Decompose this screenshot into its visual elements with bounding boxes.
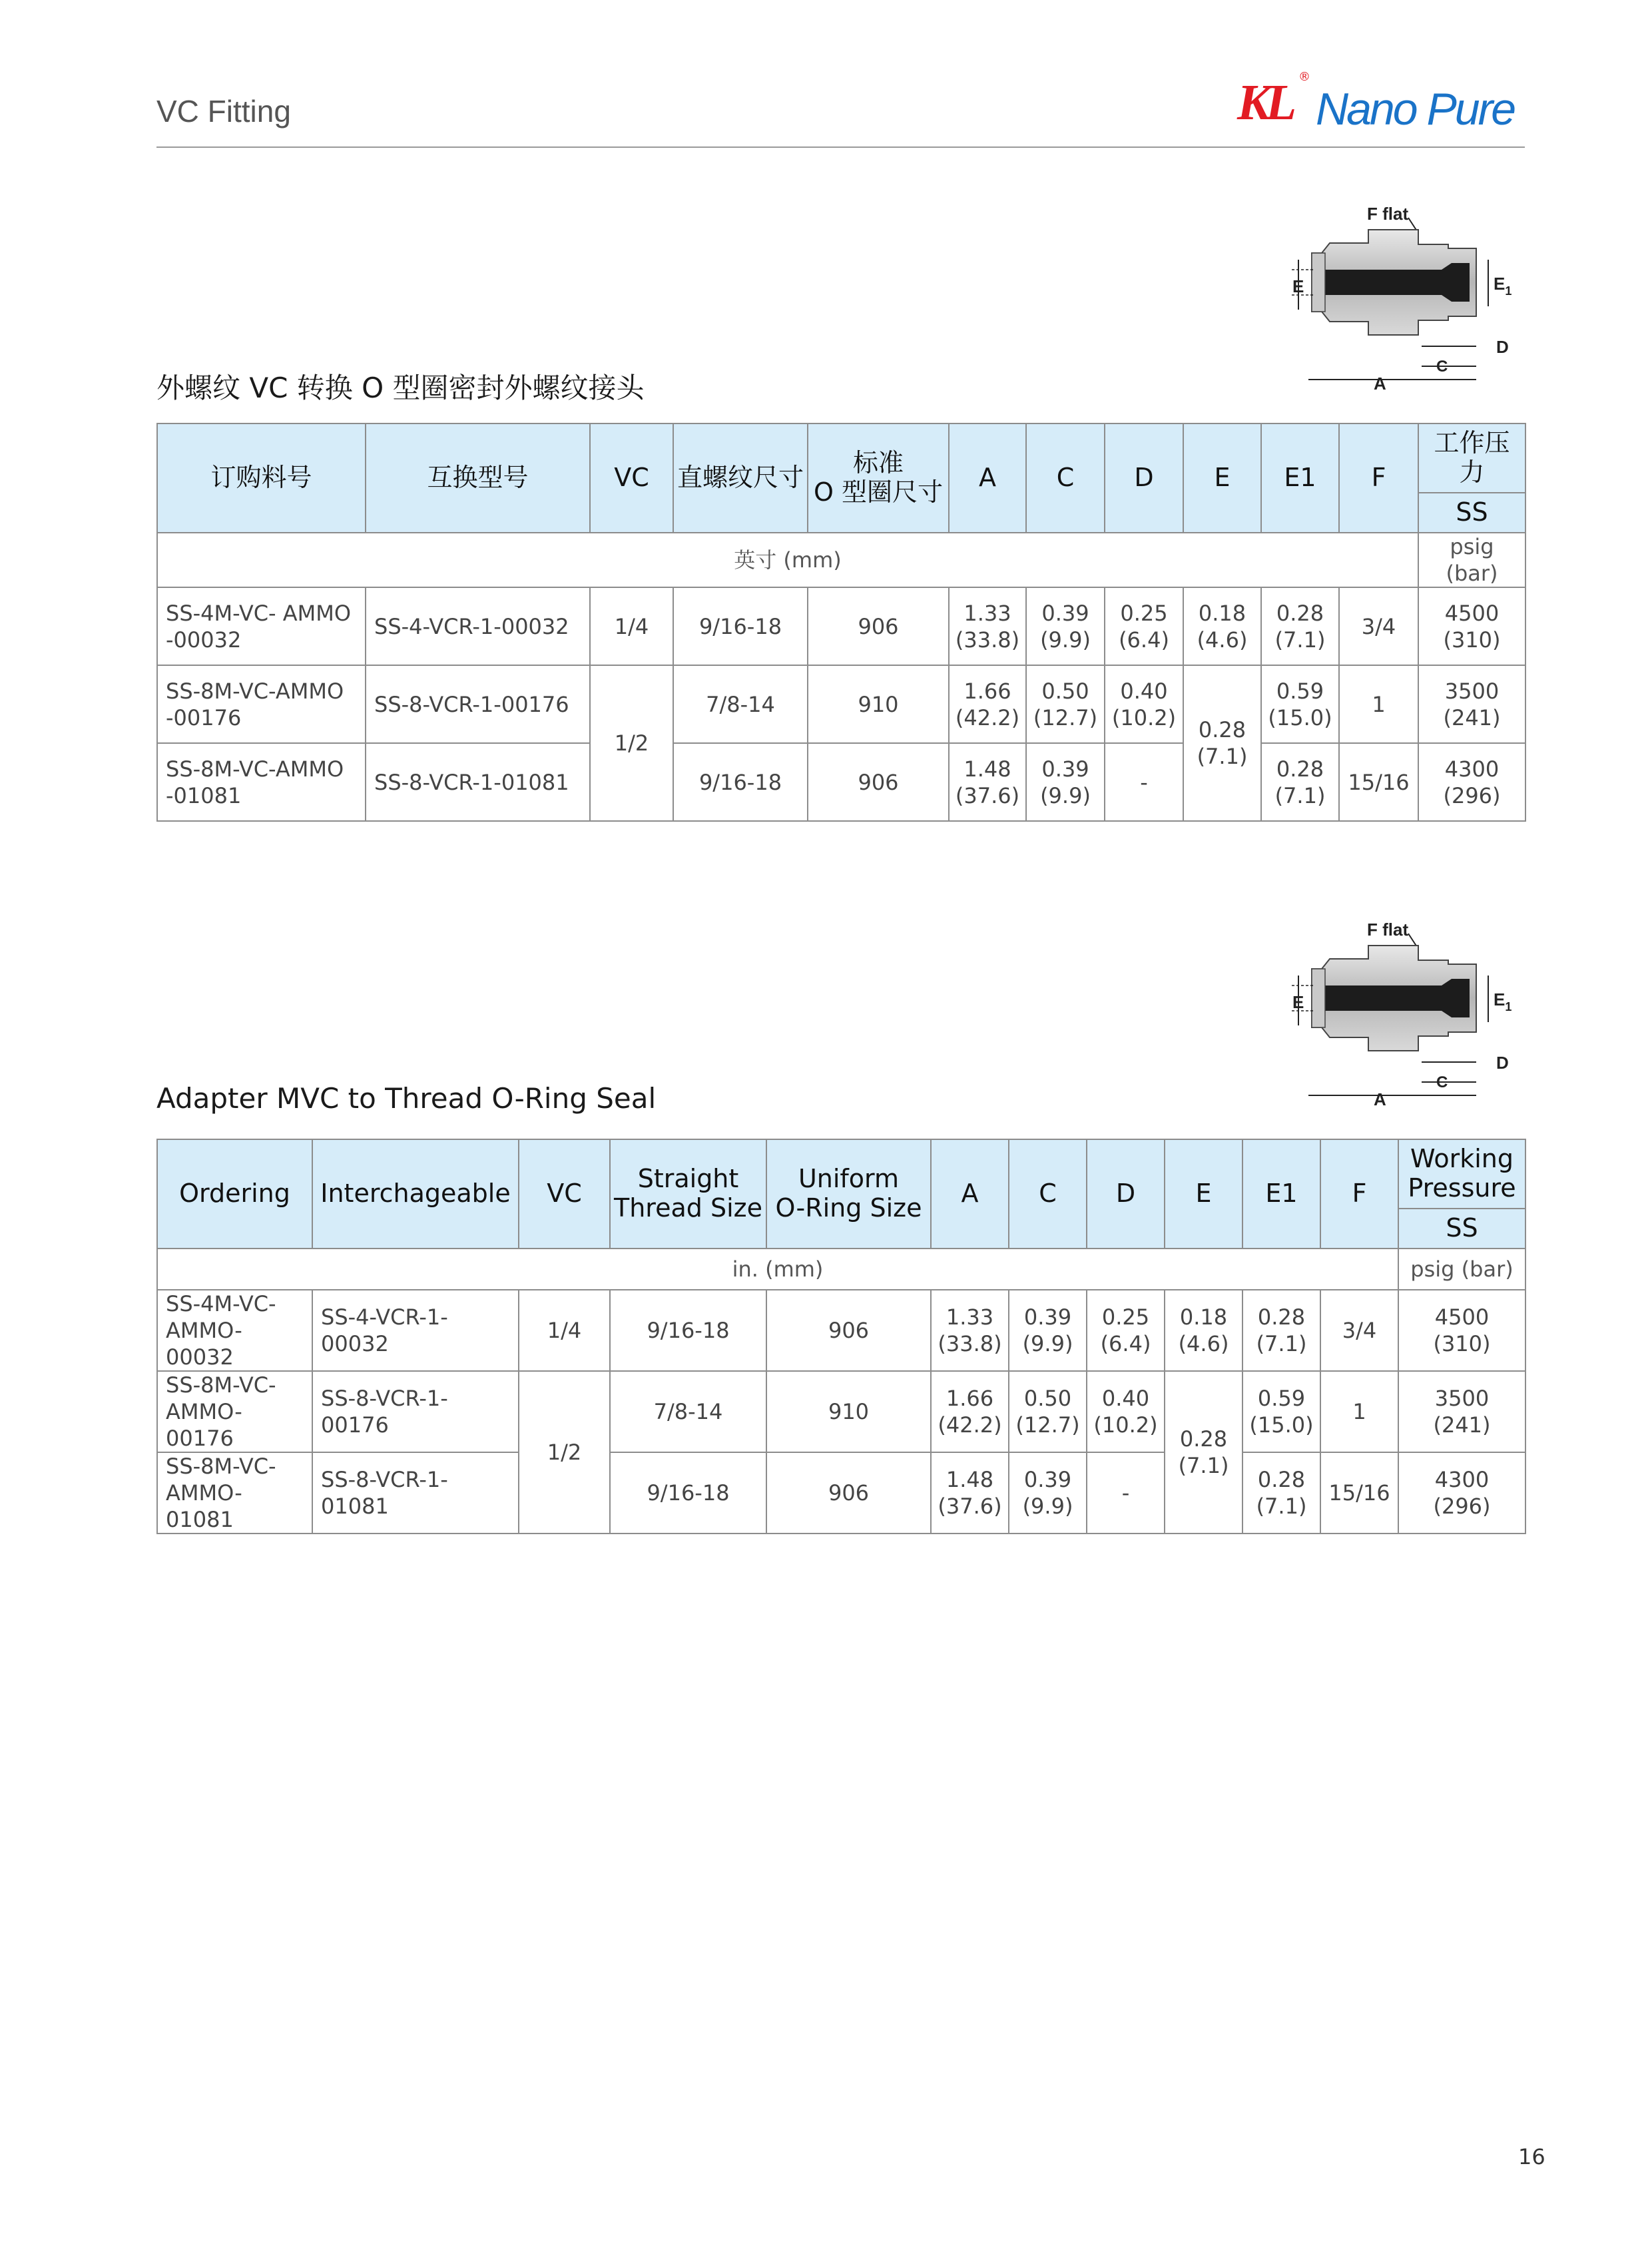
e1-label: $E_1$ xyxy=(1494,274,1512,298)
cell-e: 0.28 (7.1) xyxy=(1183,665,1261,821)
table-row xyxy=(157,1290,1525,1371)
cell-oring: 906 xyxy=(766,1290,931,1371)
cell-interchangeable: SS-8-VCR-1-00176 xyxy=(366,665,590,743)
cell-d: 0.40 (10.2) xyxy=(1087,1371,1165,1452)
cell-vc: 1/2 xyxy=(519,1371,610,1534)
cell-pressure: 4500 (310) xyxy=(1398,1290,1525,1371)
cell-c: 0.39 (9.9) xyxy=(1009,1290,1087,1371)
col-e: E xyxy=(1165,1139,1242,1249)
logo-registered: ® xyxy=(1298,70,1310,84)
cell-e1: 0.28 (7.1) xyxy=(1242,1452,1320,1534)
col-ordering: 订购料号 xyxy=(157,423,366,533)
fitting-diagram-cn xyxy=(1288,203,1518,396)
col-a: A xyxy=(931,1139,1009,1249)
units-pressure: psig (bar) xyxy=(1398,1249,1525,1290)
col-d: D xyxy=(1105,423,1183,533)
cell-a: 1.33 (33.8) xyxy=(949,587,1026,665)
table-row xyxy=(157,587,1525,665)
page-number: 16 xyxy=(1518,2144,1545,2169)
col-e1: E1 xyxy=(1242,1139,1320,1249)
logo-mark: KL xyxy=(1237,75,1292,131)
cell-pressure: 4300 (296) xyxy=(1418,743,1525,821)
cell-thread: 9/16-18 xyxy=(610,1290,766,1371)
cell-interchangeable: SS-8-VCR-1-01081 xyxy=(366,743,590,821)
col-e: E xyxy=(1183,423,1261,533)
cell-vc: 1/4 xyxy=(519,1290,610,1371)
table-row xyxy=(157,743,1525,821)
cell-interchangeable: SS-8-VCR-1-00176 xyxy=(312,1371,519,1452)
e-label: E xyxy=(1292,992,1304,1012)
cell-pressure: 3500 (241) xyxy=(1418,665,1525,743)
col-ss: SS xyxy=(1418,493,1525,533)
f-flat-label: F flat xyxy=(1367,920,1409,940)
c-label: C xyxy=(1436,1073,1448,1091)
e-label: E xyxy=(1292,276,1304,296)
units-dim: 英寸 (mm) xyxy=(157,533,1418,587)
cell-f: 1 xyxy=(1339,665,1418,743)
col-e1: E1 xyxy=(1261,423,1339,533)
cell-e1: 0.28 (7.1) xyxy=(1242,1290,1320,1371)
a-label: A xyxy=(1374,374,1386,394)
cell-ordering: SS-8M-VC-AMMO -01081 xyxy=(157,743,366,821)
cell-f: 3/4 xyxy=(1320,1290,1398,1371)
col-pressure: Working Pressure xyxy=(1398,1139,1525,1209)
cell-oring: 906 xyxy=(808,587,949,665)
cell-vc: 1/2 xyxy=(590,665,673,821)
f-flat-label: F flat xyxy=(1367,204,1409,224)
cell-f: 1 xyxy=(1320,1371,1398,1452)
cell-pressure: 4500 (310) xyxy=(1418,587,1525,665)
cell-a: 1.66 (42.2) xyxy=(931,1371,1009,1452)
cell-f: 3/4 xyxy=(1339,587,1418,665)
cell-a: 1.33 (33.8) xyxy=(931,1290,1009,1371)
col-interchangeable: Interchageable xyxy=(312,1139,519,1249)
units-pressure: psig (bar) xyxy=(1418,533,1525,587)
cell-c: 0.39 (9.9) xyxy=(1009,1452,1087,1534)
cell-d: 0.25 (6.4) xyxy=(1087,1290,1165,1371)
cell-ordering: SS-8M-VC- AMMO-01081 xyxy=(157,1452,312,1534)
cell-thread: 9/16-18 xyxy=(673,587,808,665)
col-ss: SS xyxy=(1398,1209,1525,1249)
cell-interchangeable: SS-4-VCR-1-00032 xyxy=(312,1290,519,1371)
col-a: A xyxy=(949,423,1026,533)
cell-c: 0.39 (9.9) xyxy=(1026,587,1105,665)
col-c: C xyxy=(1026,423,1105,533)
col-pressure: 工作压力 xyxy=(1418,423,1525,493)
cell-thread: 7/8-14 xyxy=(610,1371,766,1452)
col-vc: VC xyxy=(590,423,673,533)
c-label: C xyxy=(1436,358,1448,376)
e1-label: $E_1$ xyxy=(1494,989,1512,1013)
col-vc: VC xyxy=(519,1139,610,1249)
cell-ordering: SS-8M-VC- AMMO-00176 xyxy=(157,1371,312,1452)
col-d: D xyxy=(1087,1139,1165,1249)
col-ordering: Ordering xyxy=(157,1139,312,1249)
cell-f: 15/16 xyxy=(1320,1452,1398,1534)
header-divider xyxy=(156,146,1525,148)
cell-thread: 9/16-18 xyxy=(610,1452,766,1534)
spec-table-en xyxy=(156,1139,1526,1534)
cell-ordering: SS-8M-VC-AMMO -00176 xyxy=(157,665,366,743)
cell-ordering: SS-4M-VC- AMMO -00032 xyxy=(157,587,366,665)
cell-c: 0.50 (12.7) xyxy=(1026,665,1105,743)
cell-a: 1.48 (37.6) xyxy=(931,1452,1009,1534)
units-dim: in. (mm) xyxy=(157,1249,1398,1290)
col-oring: 标准 O 型圈尺寸 xyxy=(808,423,949,533)
cell-d: 0.25 (6.4) xyxy=(1105,587,1183,665)
cell-oring: 910 xyxy=(766,1371,931,1452)
cell-interchangeable: SS-4-VCR-1-00032 xyxy=(366,587,590,665)
col-interchangeable: 互换型号 xyxy=(366,423,590,533)
a-label: A xyxy=(1374,1089,1386,1109)
logo-name: Nano Pure xyxy=(1316,84,1515,135)
cell-c: 0.39 (9.9) xyxy=(1026,743,1105,821)
spec-table-cn xyxy=(156,423,1526,822)
cell-vc: 1/4 xyxy=(590,587,673,665)
cell-thread: 9/16-18 xyxy=(673,743,808,821)
cell-f: 15/16 xyxy=(1339,743,1418,821)
cell-d: 0.40 (10.2) xyxy=(1105,665,1183,743)
cell-e1: 0.28 (7.1) xyxy=(1261,587,1339,665)
cell-e1: 0.28 (7.1) xyxy=(1261,743,1339,821)
table-row xyxy=(157,665,1525,743)
cell-c: 0.50 (12.7) xyxy=(1009,1371,1087,1452)
col-oring: Uniform O-Ring Size xyxy=(766,1139,931,1249)
section-title-cn: 外螺纹 VC 转换 O 型圈密封外螺纹接头 xyxy=(156,372,645,404)
cell-interchangeable: SS-8-VCR-1-01081 xyxy=(312,1452,519,1534)
d-label: D xyxy=(1496,1053,1509,1073)
cell-e: 0.18 (4.6) xyxy=(1165,1290,1242,1371)
brand-logo xyxy=(1237,70,1530,137)
cell-thread: 7/8-14 xyxy=(673,665,808,743)
cell-e: 0.28 (7.1) xyxy=(1165,1371,1242,1534)
cell-oring: 906 xyxy=(766,1452,931,1534)
cell-e: 0.18 (4.6) xyxy=(1183,587,1261,665)
page-header-title: VC Fitting xyxy=(156,94,291,129)
cell-a: 1.48 (37.6) xyxy=(949,743,1026,821)
col-c: C xyxy=(1009,1139,1087,1249)
cell-e1: 0.59 (15.0) xyxy=(1261,665,1339,743)
table-row xyxy=(157,1371,1525,1452)
d-label: D xyxy=(1496,337,1509,357)
cell-oring: 906 xyxy=(808,743,949,821)
fitting-diagram-en xyxy=(1288,919,1518,1112)
col-f: F xyxy=(1320,1139,1398,1249)
cell-a: 1.66 (42.2) xyxy=(949,665,1026,743)
cell-pressure: 4300 (296) xyxy=(1398,1452,1525,1534)
section-title-en: Adapter MVC to Thread O-Ring Seal xyxy=(156,1082,657,1115)
table-row xyxy=(157,1452,1525,1534)
cell-oring: 910 xyxy=(808,665,949,743)
cell-d: - xyxy=(1105,743,1183,821)
col-thread: Straight Thread Size xyxy=(610,1139,766,1249)
col-f: F xyxy=(1339,423,1418,533)
cell-pressure: 3500 (241) xyxy=(1398,1371,1525,1452)
cell-ordering: SS-4M-VC- AMMO-00032 xyxy=(157,1290,312,1371)
cell-e1: 0.59 (15.0) xyxy=(1242,1371,1320,1452)
cell-d: - xyxy=(1087,1452,1165,1534)
col-thread: 直螺纹尺寸 xyxy=(673,423,808,533)
